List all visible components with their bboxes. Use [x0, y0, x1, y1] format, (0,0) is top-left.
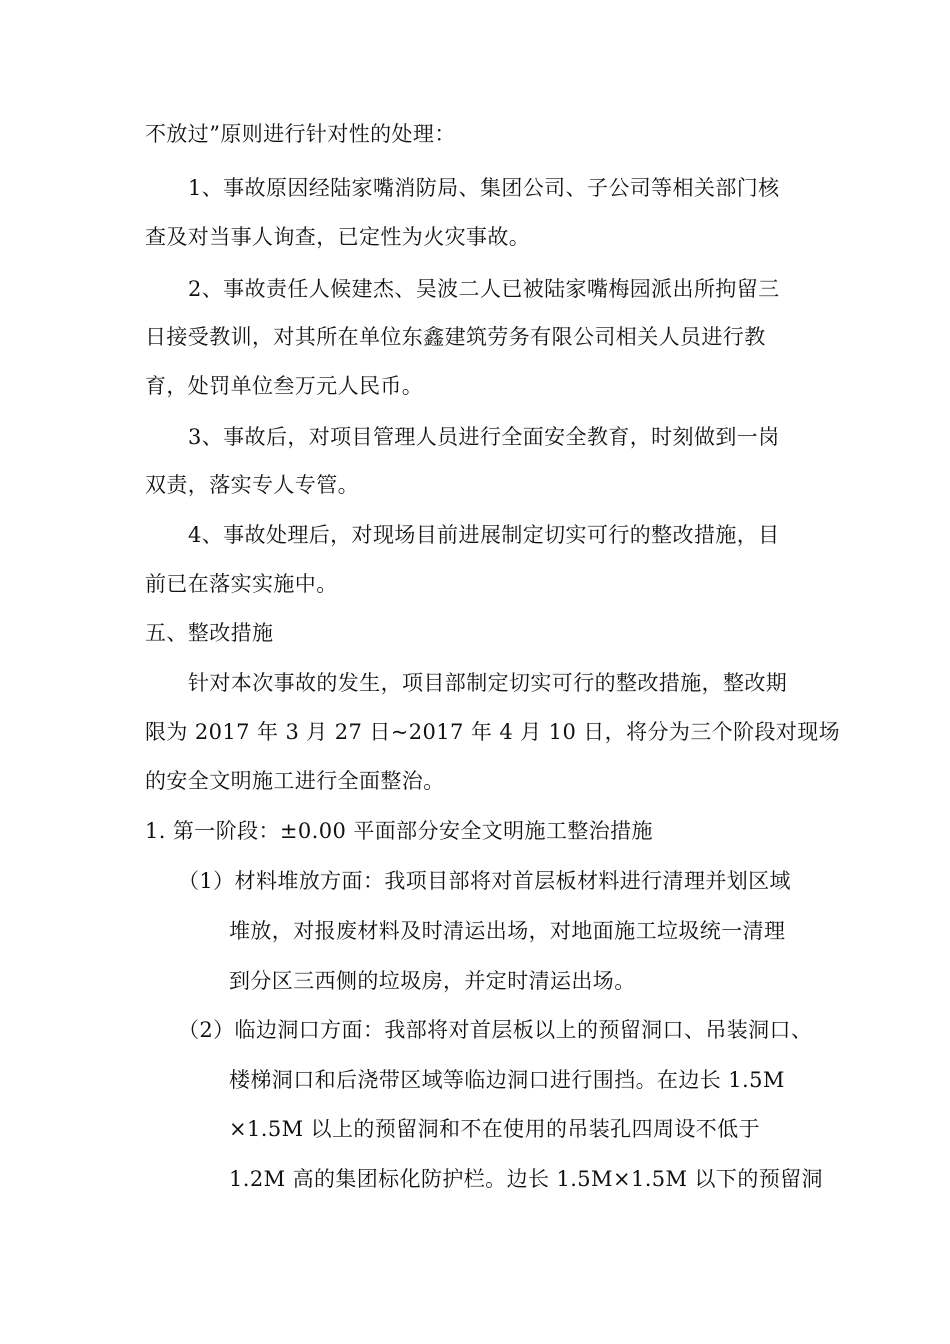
text-line-3: 查及对当事人询查，已定性为火灾事故。 — [145, 225, 531, 249]
text-line-18: 到分区三西侧的垃圾房，并定时清运出场。 — [229, 969, 636, 993]
text-line-6: 育，处罚单位叁万元人民币。 — [145, 374, 424, 398]
text-line-8: 双责，落实专人专管。 — [145, 473, 359, 497]
text-line-20: 楼梯洞口和后浇带区域等临边洞口进行围挡。在边长 1.5M — [229, 1068, 785, 1092]
text-line-4: 2、事故责任人候建杰、吴波二人已被陆家嘴梅园派出所拘留三 — [188, 277, 780, 301]
text-line-17: 堆放，对报废材料及时清运出场，对地面施工垃圾统一清理 — [229, 919, 786, 943]
text-line-21: ×1.5M 以上的预留洞和不在使用的吊装孔四周设不低于 — [229, 1117, 760, 1141]
text-line-2: 1、事故原因经陆家嘴消防局、集团公司、子公司等相关部门核 — [188, 176, 780, 200]
section-heading-rectification: 五、整改措施 — [145, 621, 274, 645]
text-line-13: 限为 2017 年 3 月 27 日~2017 年 4 月 10 日，将分为三个阶段对现场 — [145, 720, 841, 744]
text-line-5: 日接受教训，对其所在单位东鑫建筑劳务有限公司相关人员进行教 — [145, 325, 766, 349]
subheading-phase-one: 1. 第一阶段：±0.00 平面部分安全文明施工整治措施 — [145, 819, 653, 843]
text-line-10: 前已在落实实施中。 — [145, 572, 338, 596]
text-line-19: （2）临边洞口方面：我部将对首层板以上的预留洞口、吊装洞口、 — [178, 1018, 813, 1042]
text-line-12: 针对本次事故的发生，项目部制定切实可行的整改措施，整改期 — [188, 671, 788, 695]
text-line-1: 不放过”原则进行针对性的处理： — [145, 122, 456, 146]
text-line-7: 3、事故后，对项目管理人员进行全面安全教育，时刻做到一岗 — [188, 425, 780, 449]
text-line-14: 的安全文明施工进行全面整治。 — [145, 769, 445, 793]
text-line-16: （1）材料堆放方面：我项目部将对首层板材料进行清理并划区域 — [178, 869, 791, 893]
text-line-22: 1.2M 高的集团标化防护栏。边长 1.5M×1.5M 以下的预留洞 — [229, 1167, 823, 1191]
text-line-9: 4、事故处理后，对现场目前进展制定切实可行的整改措施，目 — [188, 523, 780, 547]
